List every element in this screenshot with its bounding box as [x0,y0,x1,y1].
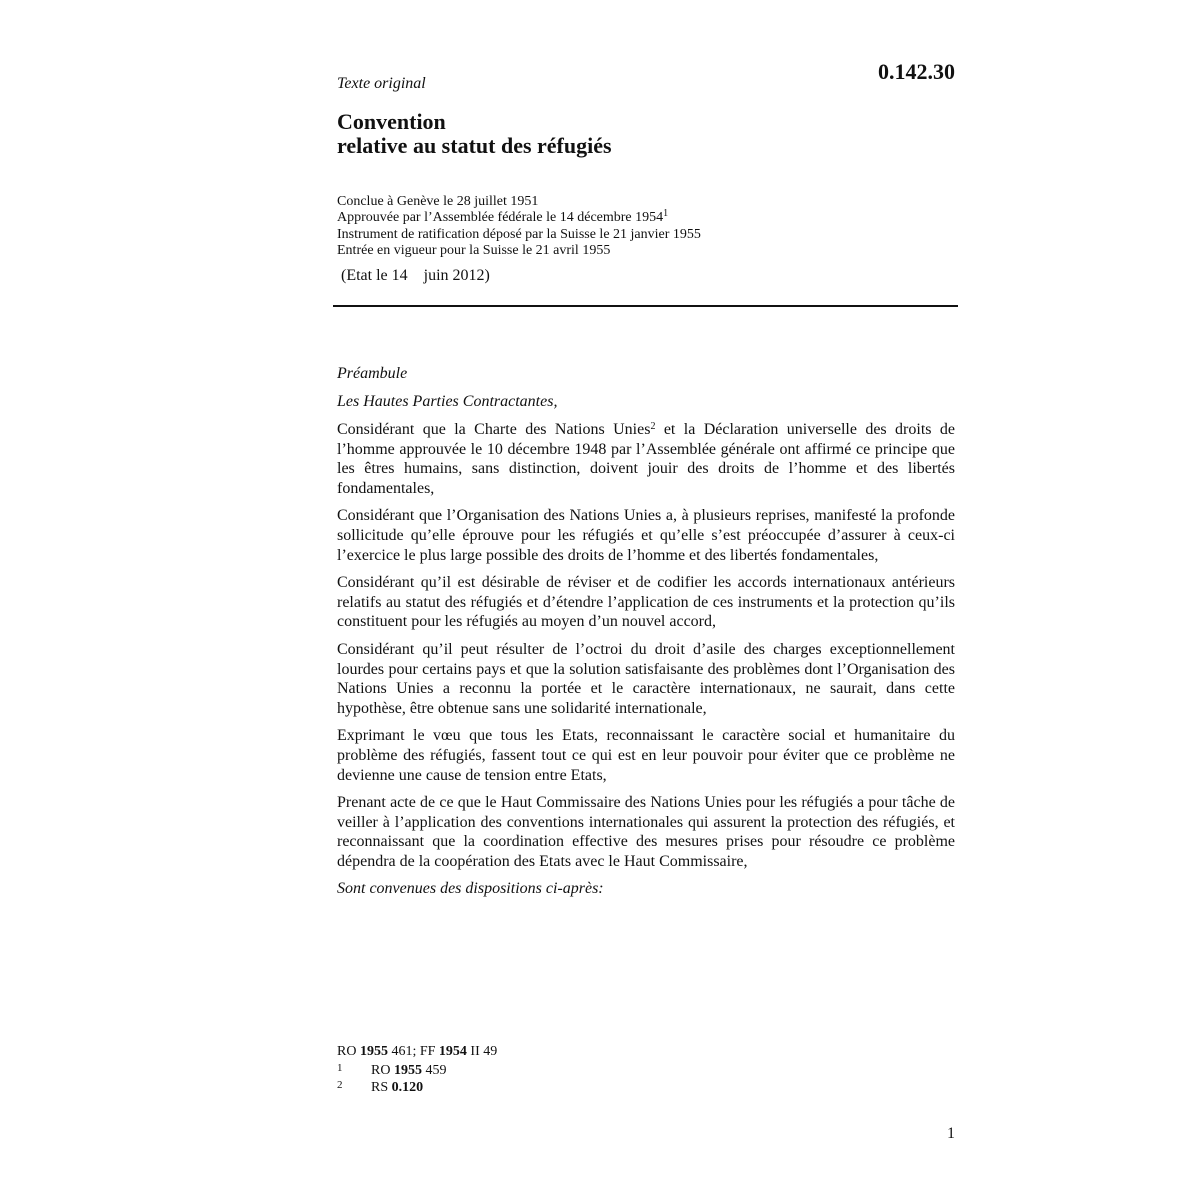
footnotes [337,1043,957,1096]
source-ro-page: 461; FF [387,1044,439,1059]
entry-into-force-line: Entrée en vigueur pour la Suisse le 21 avril 1955 [337,242,611,258]
title-line-2: relative au statut des réfugiés [337,133,612,158]
preamble-closing: Sont convenues des dispositions ci-après: [337,880,604,898]
paragraph-1-start: Considérant que la Charte des Nations Unies [337,421,651,438]
preamble-paragraph-2: Considérant que l’Organisation des Nations Unies a, à plusieurs reprises, manifesté la profonde sollicitude qu’elle éprouve pour les réfugiés et qu’elle s’est préoccupée d’assurer à ceux-ci l’exercice le plus large possible des droits de l’homme et des libertés fondamentales, [337,507,955,564]
preamble-section [337,364,955,899]
concluded-line: Conclue à Genève le 28 juillet 1951 [337,194,539,209]
footnote-1-number: 1 [337,1062,343,1074]
preamble-heading: Préambule [337,365,408,382]
source-ro-prefix: RO [337,1044,360,1059]
footnote-2-number: 2 [337,1079,343,1091]
preamble-paragraph-3: Considérant qu’il est désirable de réviser et de codifier les accords internationaux antérieurs relatifs au statut des réfugiés et d’étendre l’application de ces instruments et la protection qu’ils constituent pour les réfugiés au moyen d’un nouvel accord, [337,574,955,631]
footnote-1-year: 1955 [393,1063,422,1078]
footnote-1-prefix: RO [371,1063,394,1078]
source-ro-year: 1955 [359,1044,388,1059]
preamble-paragraph-4: Considérant qu’il peut résulter de l’octroi du droit d’asile des charges exceptionnellement lourdes pour certains pays et que la solution satisfaisante des problèmes dont l’Organisation des Nations Unies a reconnu la portée et le caractère internationaux, ne saurait, dans cette hypothèse, être obtenue sans une solidarité internationale, [337,640,955,717]
footnote-1 [337,1062,957,1079]
state-date: (Etat le 14 juin 2012) [341,267,490,284]
title-line-1: Convention [337,109,446,134]
footnote-1-page: 459 [421,1063,447,1078]
preamble-paragraph-1 [337,420,955,498]
adoption-details [337,194,957,259]
preamble-paragraph-6: Prenant acte de ce que le Haut Commissaire des Nations Unies pour les réfugiés a pour tâche de veiller à l’application des conventions internationales qui assurent la protection des réfugiés, et reconnaissant que la coordination effective des mesures prises pour résoudre ce problème dépendra de la coopération des Etats avec le Haut Commissaire, [337,794,955,870]
source-ff-year: 1954 [438,1044,467,1059]
footnote-2-prefix: RS [371,1080,392,1095]
ratification-line: Instrument de ratification déposé par la Suisse le 21 janvier 1955 [337,226,701,242]
document-number: 0.142.30 [878,59,955,84]
page-number: 1 [947,1125,955,1142]
footnote-2-ref: 0.120 [391,1080,424,1095]
approved-line [337,210,957,226]
footnote-2-text [371,1079,423,1096]
approved-text: Approuvée par l’Assemblée fédérale le 14 décembre 1954 [337,210,664,226]
document-title [337,110,957,158]
footnote-2 [337,1079,957,1096]
footnote-ref-1: 1 [663,208,669,220]
source-ff-page: II 49 [466,1044,498,1059]
preamble-paragraph-5: Exprimant le vœu que tous les Etats, reconnaissant le caractère social et humanitaire du problème des réfugiés, fassent tout ce qui est en leur pouvoir pour éviter que ce problème ne devienne une cause de tension entre Etats, [337,727,955,784]
footnote-1-text [371,1062,446,1079]
original-text-label: Texte original [337,75,426,92]
paragraph-1-end: et la Déclaration universelle des droits de l’homme approuvée le 10 décembre 1948 par l’Assemblée générale ont affirmé ce principe que les êtres humains, sans distinction, doivent jouir des droits de l’homme et des libertés fondamentales, [337,421,956,497]
header-divider [333,305,958,307]
source-reference [337,1043,957,1060]
contracting-parties: Les Hautes Parties Contractantes, [337,393,558,410]
footnote-ref-2: 2 [650,421,656,432]
